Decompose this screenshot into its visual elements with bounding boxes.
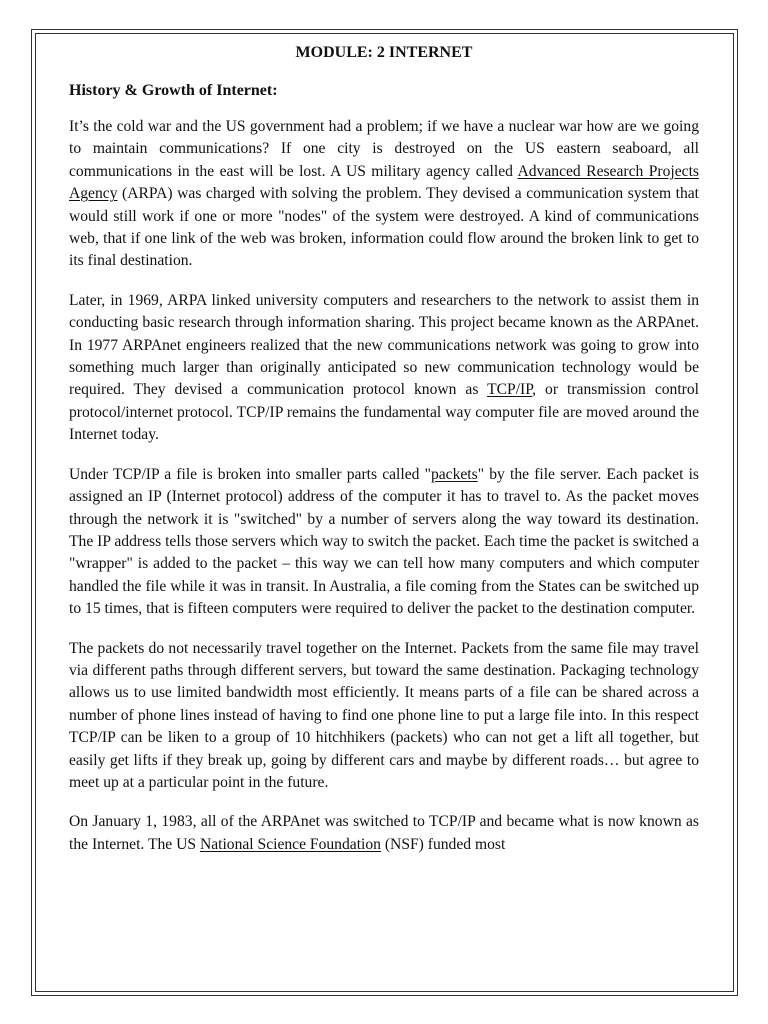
paragraph-text: " by the file server. Each packet is assigned an IP (Internet protocol) address of the computer it has to travel to. As the packet moves through the network it is "switched" by a number of servers along the way toward its destination. The IP address tells those servers which way to switch the packet. Each time the packet is switched a "wrapper" is added to the packet – this way we can tell how many computers and which computer handled the file while it was in transit. In Australia, a file coming from the States can be switched up to 15 times, that is fifteen computers were required to deliver the packet to the destination computer. <box>69 465 699 618</box>
paragraph-arpanet <box>69 290 699 447</box>
paragraph-text: On January 1, 1983, all of the ARPAnet was switched to TCP/IP and became what is now known as the Internet. The US <box>69 813 699 853</box>
paragraph-text: The packets do not necessarily travel together on the Internet. Packets from the same file may travel via different paths through different servers, but toward the same destination. Packaging technology allows us to use limited bandwidth most efficiently. It means parts of a file can be shared across a number of phone lines instead of having to find one phone line to put a large file into. In this respect TCP/IP can be liken to a group of 10 hitchhikers (packets) who can not get a lift all together, but easily get lifts if they break up, going by different cars and maybe by different roads… but agree to meet up at a particular point in the future. <box>69 639 699 791</box>
paragraph-hitchhikers <box>69 638 699 795</box>
page-title: MODULE: 2 INTERNET <box>295 44 473 61</box>
paragraph-text: , or transmission control protocol/internet protocol. TCP/IP remains the fundamental way computer file are moved around the Internet today. <box>69 381 699 444</box>
link-tcp-ip[interactable]: TCP/IP <box>487 381 533 399</box>
paragraph-text: Under TCP/IP a file is broken into smaller parts called " <box>69 465 431 483</box>
paragraph-cold-war <box>69 116 699 273</box>
paragraph-text: (ARPA) was charged with solving the problem. They devised a communication system that would still work if one or more "nodes" of the system were destroyed. A kind of communications web, that if one link of the web was broken, information could flow around the broken link to get to its final destination. <box>69 185 699 270</box>
paragraph-text: (NSF) funded most <box>380 835 506 853</box>
link-packets[interactable]: packets <box>430 465 478 483</box>
link-arpa[interactable]: Advanced Research Projects Agency <box>69 162 699 203</box>
paragraph-text: It’s the cold war and the US government had a problem; if we have a nuclear war how are we going to maintain communications? If one city is destroyed on the US eastern seaboard, all communications in the east will be lost. A US military agency called <box>69 118 699 180</box>
paragraph-1983 <box>69 811 699 856</box>
section-heading: History & Growth of Internet: <box>69 82 278 99</box>
link-nsf[interactable]: National Science Foundation <box>199 835 381 853</box>
paragraph-packets <box>69 464 699 621</box>
paragraph-text: Later, in 1969, ARPA linked university computers and researchers to the network to assist them in conducting basic research through information sharing. This project became known as the ARPAnet. In 1977 ARPAnet engineers realized that the new communications network was going to grow into something much larger than originally anticipated so new communication technology would be required. They devised a communication protocol known as <box>69 291 699 399</box>
document-body <box>69 42 699 856</box>
